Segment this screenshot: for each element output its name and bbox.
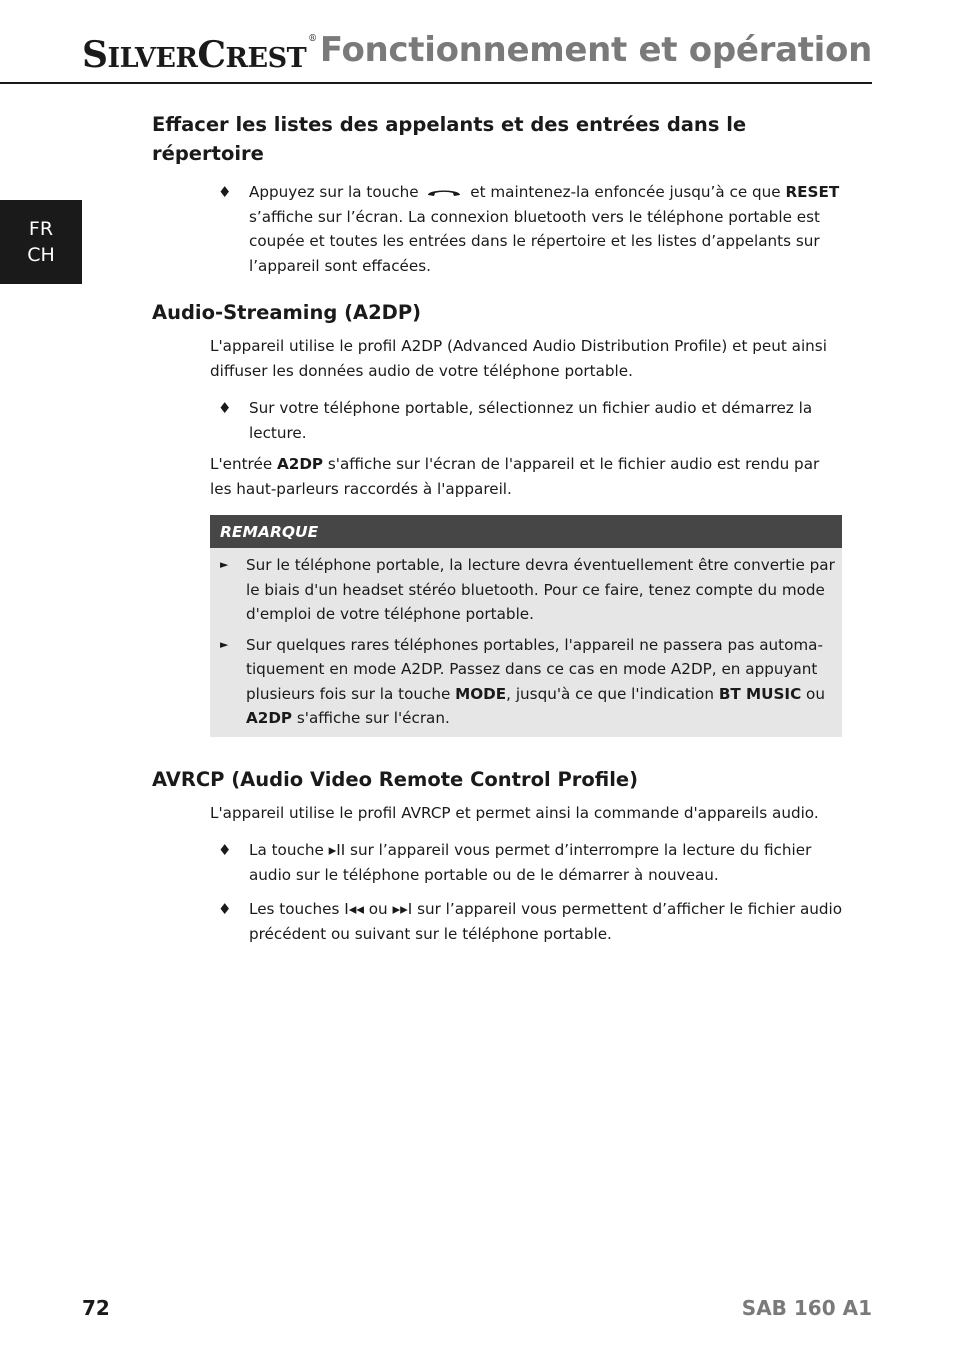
paragraph: L'appareil utilise le profil AVRCP et permet ainsi la commande d'appareils audio. xyxy=(210,803,819,822)
note-title: REMARQUE xyxy=(210,515,842,548)
logo-letter: C xyxy=(197,34,226,76)
logo-letter: S xyxy=(82,34,108,76)
diamond-bullet-icon: ♦ xyxy=(218,183,232,201)
logo-text: REST xyxy=(225,43,307,74)
language-code-ch: CH xyxy=(27,244,55,266)
bullet-text: Les touches I◂◂ ou ▸▸I sur l’appareil vous permettent d’afficher le fichier audio précédent ou suivant sur le téléphone portable. xyxy=(249,900,843,943)
paragraph xyxy=(152,452,844,501)
header-divider xyxy=(0,82,872,84)
bullet-text: Sur votre téléphone portable, sélectionnez un fichier audio et démarrez la lecture. xyxy=(249,399,813,442)
registered-mark: ® xyxy=(308,34,317,44)
brand-logo xyxy=(82,34,317,76)
note-text: Sur le téléphone portable, la lecture devra éventuellement être convertie par le biais d'un headset stéréo bluetooth. Pour ce faire, tenez compte du mode d'emploi de votre téléphone portable. xyxy=(246,556,835,623)
bullet-item xyxy=(152,180,844,278)
display-indicator: A2DP xyxy=(277,455,324,473)
display-indicator: A2DP xyxy=(246,709,293,727)
bullet-item xyxy=(152,396,844,445)
section-heading-audio-streaming: Audio-Streaming (A2DP) xyxy=(152,301,422,324)
diamond-bullet-icon: ♦ xyxy=(218,900,232,918)
arrow-bullet-icon: ► xyxy=(220,558,229,571)
page-number: 72 xyxy=(82,1296,110,1320)
page-header xyxy=(0,0,954,86)
language-tab xyxy=(0,200,82,284)
bullet-item xyxy=(152,897,844,946)
bullet-text: Appuyez sur la touche xyxy=(249,183,419,201)
bullet-item xyxy=(152,838,844,887)
display-indicator: BT MUSIC xyxy=(718,684,802,703)
model-number: SAB 160 A1 xyxy=(741,1296,872,1320)
paragraph-text: L'entrée xyxy=(210,455,273,473)
bullet-text: s’affiche sur l’écran. La connexion bluetooth vers le téléphone portable est coupée et toutes les entrées dans le répertoire et les listes d’appelants sur l’appareil sont effacées. xyxy=(249,207,820,275)
language-code-fr: FR xyxy=(28,218,54,240)
section-heading-avrcp: AVRCP (Audio Video Remote Control Profile) xyxy=(152,767,639,791)
bullet-text: La touche ▸II sur l’appareil vous permet d’interrompre la lecture du fichier audio sur le téléphone portable ou de le démarrer à nouveau. xyxy=(249,841,812,884)
diamond-bullet-icon: ♦ xyxy=(218,841,232,859)
note-text: Sur quelques rares téléphones portables, l'appareil ne passera pas automa-tiquement en mode A2DP. Passez dans ce cas en mode A2DP, en appuyant plusieurs fois sur la touche xyxy=(246,635,823,703)
note-text: s'affiche sur l'écran. xyxy=(296,709,450,727)
section-heading-clear-lists: Effacer les listes des appelants et des entrées dans le répertoire xyxy=(152,113,747,165)
note-item xyxy=(210,553,842,627)
key-name: MODE xyxy=(455,684,507,703)
note-item xyxy=(210,633,842,731)
bullet-text: et maintenez-la enfoncée jusqu’à ce que xyxy=(470,183,781,201)
logo-text: ILVER xyxy=(107,43,198,74)
note-box xyxy=(210,515,842,737)
key-name: RESET xyxy=(785,183,840,201)
paragraph-text: s'affiche sur l'écran de l'appareil et le fichier audio est rendu par les haut-parleurs raccordés à l'appareil. xyxy=(210,455,820,498)
note-text: , jusqu'à ce que l'indication xyxy=(506,684,714,703)
paragraph: L'appareil utilise le profil A2DP (Advanced Audio Distribution Profile) et peut ainsi diffuser les données audio de votre téléphone portable. xyxy=(210,337,827,380)
phone-hangup-icon xyxy=(426,186,462,198)
arrow-bullet-icon: ► xyxy=(220,637,229,651)
page-content xyxy=(152,110,844,946)
diamond-bullet-icon: ♦ xyxy=(218,399,232,417)
chapter-title: Fonctionnement et opération xyxy=(319,30,872,70)
note-text: ou xyxy=(806,684,825,703)
